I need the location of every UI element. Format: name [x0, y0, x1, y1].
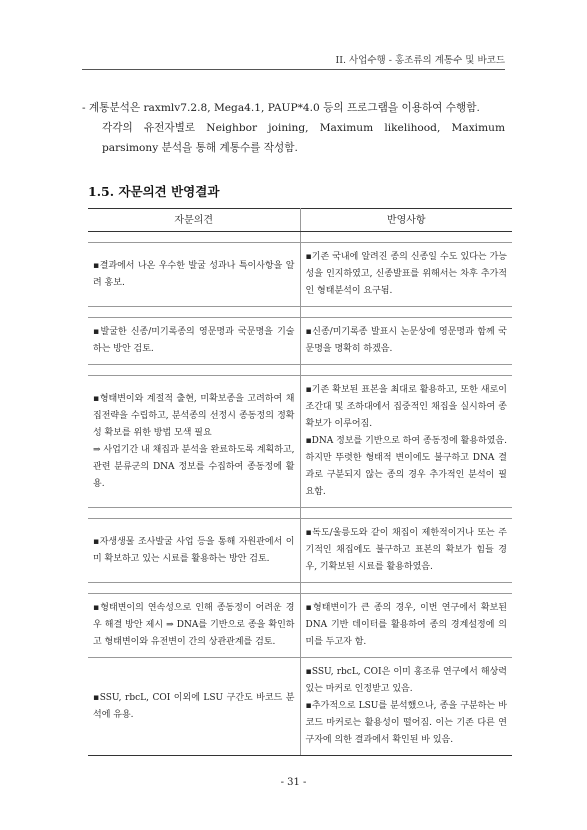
opinion-cell: ▪발굴한 신종/미기록종의 영문명과 국문명을 기술하는 방안 검토. [88, 318, 300, 365]
table-row [88, 243, 512, 307]
column-header-opinion: 자문의견 [88, 209, 300, 232]
opinion-cell: ▪형태변이의 연속성으로 인해 종동정이 어려운 경우 해결 방안 제시 ⇒ DNA를 기반으로 종을 확인하고 형태변이와 유전변이 간의 상관관계를 검토. [88, 594, 300, 658]
opinion-cell: ▪형태변이와 계절적 출현, 미확보종을 고려하여 채집전략을 수립하고, 분석종의 선정시 종동정의 정확성 확보를 위한 방법 모색 필요 ⇒ 사업기간 내 채집과 분석을 완료하도록 계획하고, 관련 분류군의 DNA 정보를 수집하여 종동정에 활용. [88, 376, 300, 508]
response-cell: ▪SSU, rbcL, COI은 이미 홍조류 연구에서 해상력 있는 마커로 인정받고 있음. ▪추가적으로 LSU를 분석했으나, 종을 구분하는 바코드 마커로는 활용성이 떨어짐. 이는 기존 다른 연구자에 의한 결과에서 확인된 바 있음. [300, 658, 512, 756]
table-spacer [88, 232, 512, 243]
column-header-response: 반영사항 [300, 209, 512, 232]
table-row [88, 376, 512, 508]
opinion-cell: ▪자생생물 조사발굴 사업 등을 통해 자원관에서 이미 확보하고 있는 시료를 활용하는 방안 검토. [88, 519, 300, 583]
header-rule [82, 69, 505, 70]
table-row [88, 594, 512, 658]
opinion-cell: ▪SSU, rbcL, COI 이외에 LSU 구간도 바코드 분석에 유용. [88, 658, 300, 756]
table-spacer [88, 307, 512, 318]
response-cell: ▪기존 국내에 알려진 종의 신종일 수도 있다는 가능성을 인지하였고, 신종발표를 위해서는 차후 추가적인 형태분석이 요구됨. [300, 243, 512, 307]
opinion-cell: ▪결과에서 나온 우수한 발굴 성과나 특이사항을 알려 홍보. [88, 243, 300, 307]
table-spacer [88, 583, 512, 594]
table-spacer [88, 508, 512, 519]
intro-line-2: 각각의 유전자별로 Neighbor joining, Maximum likelihood, Maximum parsimony 분석을 통해 계통수를 작성함. [102, 122, 505, 154]
response-cell: ▪형태변이가 큰 종의 경우, 이번 연구에서 확보된 DNA 기반 데이터를 활용하여 종의 경계설정에 의미를 두고자 함. [300, 594, 512, 658]
table-row [88, 318, 512, 365]
response-cell: ▪기존 확보된 표본을 최대로 활용하고, 또한 새로이 조간대 및 조하대에서 집중적인 채집을 실시하여 종 확보가 이루어짐. ▪DNA 정보를 기반으로 하여 종동정에 활용하였음. 하지만 뚜렷한 형태적 변이에도 불구하고 DNA 결과로 구분되지 않는 종의 경우 추가적인 분석이 필요함. [300, 376, 512, 508]
page-number: - 31 - [280, 777, 307, 788]
response-cell: ▪독도/울릉도와 같이 채집이 제한적이거나 또는 주기적인 채집에도 불구하고 표본의 확보가 힘들 경우, 기확보된 시료를 활용하였음. [300, 519, 512, 583]
table-row [88, 519, 512, 583]
intro-line-1: - 계통분석은 raxmlv7.2.8, Mega4.1, PAUP*4.0 등의 프로그램을 이용하여 수행함. [82, 102, 480, 114]
response-cell: ▪신종/미기록종 발표시 논문상에 영문명과 함께 국문명을 명확히 하겠음. [300, 318, 512, 365]
table-header-row [88, 209, 512, 232]
table-row [88, 658, 512, 756]
advisory-table [88, 208, 512, 756]
intro-paragraph [82, 98, 505, 158]
section-title: 1.5. 자문의견 반영결과 [88, 184, 220, 199]
table-spacer [88, 365, 512, 376]
running-header: II. 사업수행 - 홍조류의 계통수 및 바코드 [335, 55, 505, 66]
